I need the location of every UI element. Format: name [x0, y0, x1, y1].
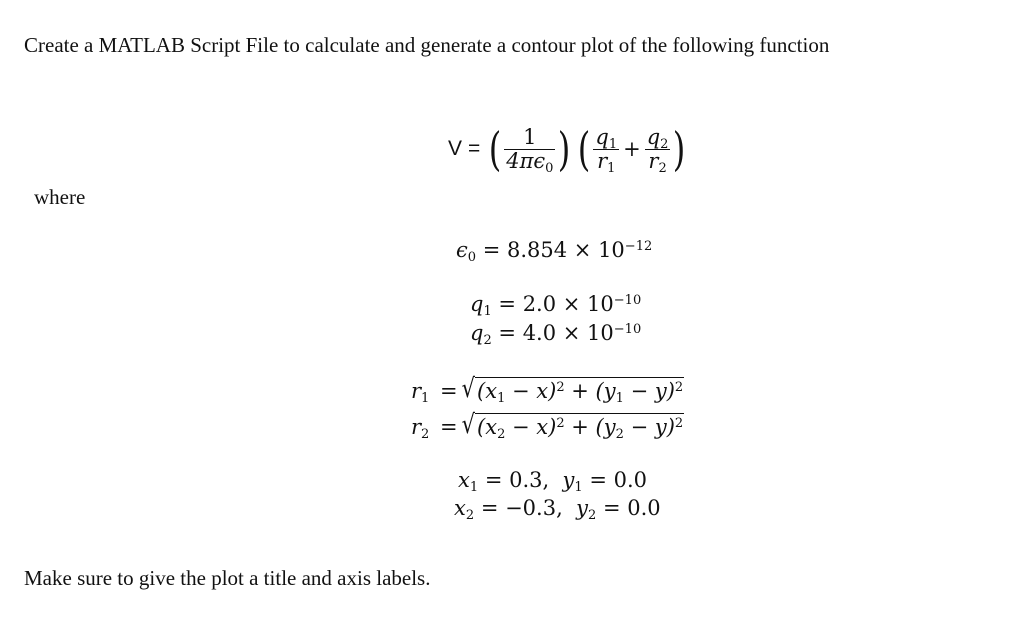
- r1-radicand: $(x_1 - x)^2 + (y_1 - y)^2$: [477, 379, 684, 406]
- y2-value: = 0.0: [602, 496, 661, 520]
- term2-numerator: $q_2$: [646, 125, 669, 153]
- r2-eq: =: [440, 415, 458, 439]
- where-label: where: [34, 185, 86, 209]
- term1-numerator: $q_1$: [595, 125, 618, 153]
- prefactor-fraction: [504, 125, 555, 176]
- x2-value: = −0.3,: [480, 496, 563, 520]
- q1-exponent: −10: [613, 292, 642, 308]
- term2-fraction: [645, 125, 671, 176]
- x1-symbol: x: [458, 468, 470, 492]
- y2-subscript: 2: [588, 507, 597, 523]
- prefactor-numerator: 1: [523, 125, 537, 150]
- y1-symbol: y: [562, 468, 575, 492]
- q2-symbol: q: [470, 321, 484, 345]
- left-paren-2: (: [578, 122, 591, 176]
- q2-definition: [470, 321, 642, 348]
- prefactor-denominator: $4\pi\epsilon_0$: [506, 148, 554, 176]
- x2-subscript: 2: [465, 507, 475, 523]
- x2-symbol: x: [454, 496, 466, 520]
- epsilon-exponent: −12: [624, 238, 653, 254]
- formula-plus: +: [623, 137, 641, 161]
- q1-subscript: 1: [483, 303, 492, 319]
- q2-subscript: 2: [483, 332, 492, 348]
- q1-value: = 2.0 × 10: [498, 292, 614, 316]
- y2-symbol: y: [576, 496, 588, 520]
- formula-lhs: V: [448, 137, 463, 160]
- q1-symbol: q: [470, 292, 484, 316]
- q1-definition: [470, 292, 642, 319]
- term2-denominator: $r_2$: [645, 149, 671, 172]
- r1-definition: [411, 373, 684, 406]
- r2-subscript: 2: [421, 426, 430, 442]
- epsilon-definition: [456, 238, 653, 265]
- r2-definition: [411, 409, 684, 442]
- r2-radicand: $(x_2 - x)^2 + (y_2 - y)^2$: [477, 415, 684, 442]
- term1-fraction: [593, 125, 619, 176]
- intro-text: Create a MATLAB Script File to calculate and generate a contour plot of the following function: [24, 33, 830, 57]
- formula-eq: =: [468, 137, 481, 160]
- r1-subscript: 1: [421, 390, 430, 406]
- charge1-coordinates: [458, 468, 648, 495]
- epsilon-value: = 8.854 × 10: [482, 238, 625, 262]
- left-paren-1: (: [488, 122, 502, 176]
- x1-value: = 0.3,: [484, 468, 550, 492]
- sqrt-icon: √: [461, 409, 476, 439]
- r1-eq: =: [440, 379, 458, 403]
- epsilon-subscript: 0: [467, 249, 477, 265]
- charge2-coordinates: [454, 496, 661, 523]
- r1-symbol: r: [411, 379, 422, 403]
- sqrt-icon: √: [461, 373, 476, 403]
- right-paren-1: ): [558, 122, 571, 176]
- y1-subscript: 1: [574, 479, 583, 495]
- x1-subscript: 1: [469, 479, 479, 495]
- q2-exponent: −10: [613, 321, 642, 337]
- potential-formula: [448, 122, 688, 176]
- right-paren-2: ): [673, 122, 686, 176]
- r2-symbol: r: [411, 415, 422, 439]
- outro-text: Make sure to give the plot a title and axis labels.: [24, 566, 431, 590]
- y1-value: = 0.0: [589, 468, 648, 492]
- epsilon-symbol: ϵ: [456, 238, 468, 262]
- term1-denominator: $r_1$: [593, 149, 619, 172]
- q2-value: = 4.0 × 10: [498, 321, 614, 345]
